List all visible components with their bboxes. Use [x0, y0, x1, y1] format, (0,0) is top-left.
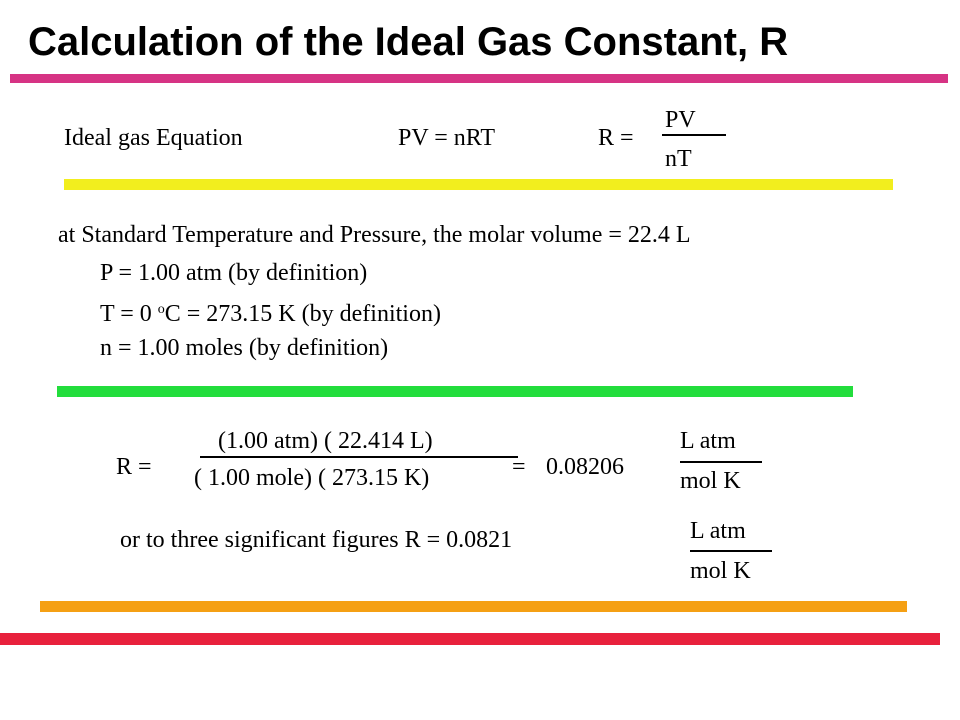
calc-denominator: ( 1.00 mole) ( 273.15 K)	[194, 465, 430, 491]
sigfig-unit-numerator: L atm	[690, 518, 746, 544]
temperature-line	[100, 296, 441, 328]
calc-numerator: (1.00 atm) ( 22.414 L)	[218, 428, 433, 454]
r-equals-label: R =	[598, 125, 634, 151]
r-fraction-numerator: PV	[665, 107, 696, 133]
page-title: Calculation of the Ideal Gas Constant, R	[28, 20, 789, 64]
temperature-prefix: T = 0	[100, 301, 158, 327]
r-fraction-denominator: nT	[665, 146, 692, 172]
calc-unit-numerator: L atm	[680, 428, 736, 454]
green-divider-bar	[57, 386, 853, 397]
stp-intro-line: at Standard Temperature and Pressure, the molar volume = 22.4 L	[58, 222, 691, 248]
sigfig-unit-fraction-line	[690, 550, 772, 552]
red-bottom-bar	[0, 633, 940, 645]
calc-result: 0.08206	[546, 454, 624, 480]
temperature-suffix: C = 273.15 K (by definition)	[164, 301, 441, 327]
calc-unit-fraction-line	[680, 461, 762, 463]
moles-line: n = 1.00 moles (by definition)	[100, 335, 389, 361]
sigfig-text: or to three significant figures R = 0.0821	[120, 527, 513, 553]
orange-divider-bar	[40, 601, 907, 612]
ideal-gas-equation: PV = nRT	[398, 125, 496, 151]
pressure-line: P = 1.00 atm (by definition)	[100, 260, 368, 286]
calc-r-equals-label: R =	[116, 454, 152, 480]
calc-unit-denominator: mol K	[680, 468, 741, 494]
sigfig-unit-denominator: mol K	[690, 558, 751, 584]
r-fraction-line	[662, 134, 726, 136]
equation-label: Ideal gas Equation	[64, 125, 243, 151]
degree-superscript: o	[157, 302, 165, 317]
yellow-divider-bar	[64, 179, 893, 190]
title-underline-bar	[10, 74, 948, 83]
calc-fraction-line	[200, 456, 518, 458]
calc-equals-sign: =	[512, 454, 526, 480]
